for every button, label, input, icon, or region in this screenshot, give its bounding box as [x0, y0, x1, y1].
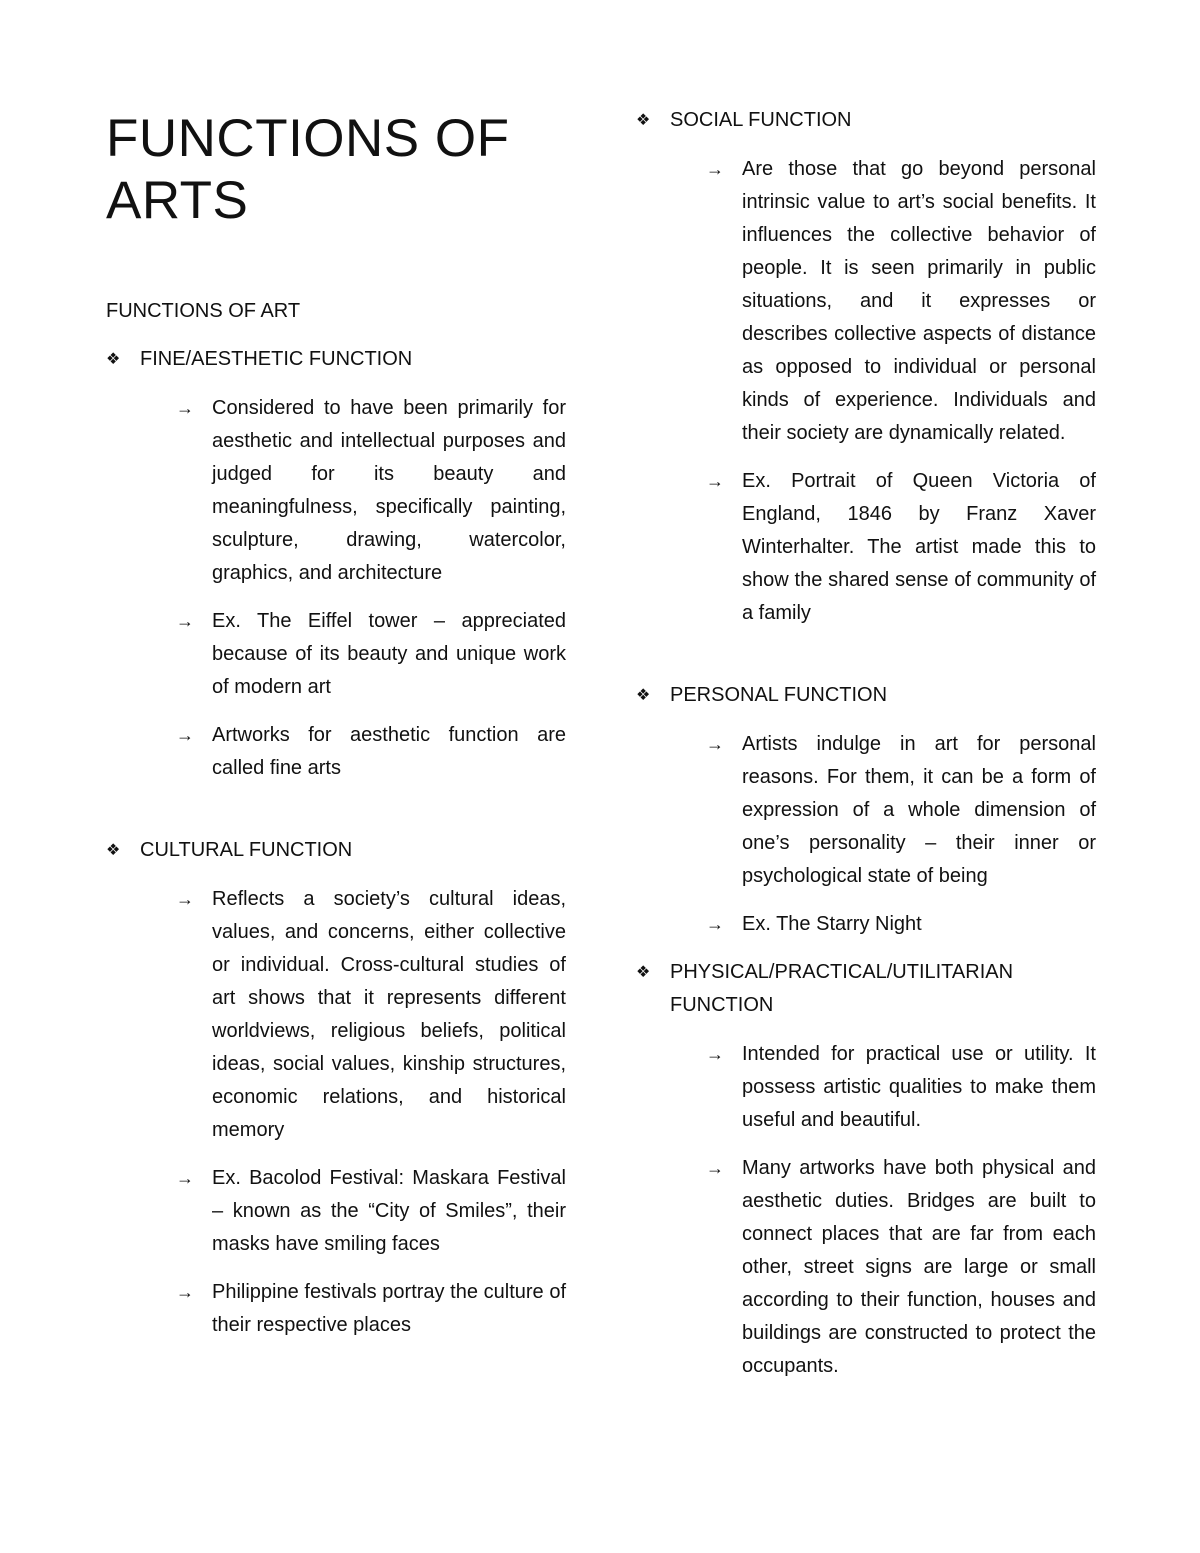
diamond-bullet-icon: ❖: [106, 351, 121, 368]
list-item-text: Intended for practical use or utility. It possess artistic qualities to make them useful and beautiful.: [742, 1043, 1096, 1131]
list-item-text: Ex. The Starry Night: [742, 913, 922, 935]
list-item: [106, 1276, 566, 1342]
list-item: [636, 1152, 1096, 1383]
list-item: [636, 1038, 1096, 1137]
section-heading-text: SOCIAL FUNCTION: [670, 109, 852, 131]
list-item: [636, 153, 1096, 450]
list-item: [106, 605, 566, 704]
arrow-bullet-icon: →: [176, 1168, 194, 1188]
list-item: [106, 719, 566, 785]
section-social: [636, 104, 1096, 645]
section-heading: [636, 679, 1096, 712]
section-heading: [636, 104, 1096, 137]
section-heading: [636, 956, 1036, 1022]
section-heading: [106, 834, 566, 867]
section-cultural: [106, 834, 566, 1357]
bullet-list: [636, 153, 1096, 630]
section-physical: [636, 956, 1036, 1022]
bullet-list: [636, 728, 1096, 941]
arrow-bullet-icon: →: [176, 611, 194, 631]
list-item-text: Are those that go beyond personal intrinsic value to art’s social benefits. It influences the collective behavior of people. It is seen primarily in public situations, and it expresses or describes collective aspects of distance as opposed to individual or personal kinds of experience. Individuals and their society are dynamically related.: [742, 158, 1096, 444]
bullet-list: [106, 883, 566, 1342]
section-fine-aesthetic: [106, 343, 566, 800]
section-heading-text: PHYSICAL/PRACTICAL/UTILITARIAN FUNCTION: [670, 961, 1014, 1016]
section-personal: [636, 679, 1096, 956]
arrow-bullet-icon: →: [176, 1282, 194, 1302]
list-item-text: Artists indulge in art for personal reasons. For them, it can be a form of expression of a whole dimension of one’s personality – their inner or psychological state of being: [742, 733, 1096, 887]
list-item: [106, 392, 566, 590]
diamond-bullet-icon: ❖: [106, 842, 121, 859]
arrow-bullet-icon: →: [706, 914, 724, 934]
arrow-bullet-icon: →: [706, 1158, 724, 1178]
list-item-text: Many artworks have both physical and aesthetic duties. Bridges are built to connect places that are far from each other, street signs are large or small according to their function, houses and buildings are constructed to protect the occupants.: [742, 1157, 1096, 1377]
section-heading-text: CULTURAL FUNCTION: [140, 839, 353, 861]
arrow-bullet-icon: →: [706, 1044, 724, 1064]
list-item-text: Ex. Bacolod Festival: Maskara Festival – known as the “City of Smiles”, their masks have smiling faces: [212, 1167, 566, 1255]
arrow-bullet-icon: →: [706, 734, 724, 754]
arrow-bullet-icon: →: [176, 725, 194, 745]
list-item: [106, 883, 566, 1147]
arrow-bullet-icon: →: [176, 398, 194, 418]
diamond-bullet-icon: ❖: [636, 112, 651, 129]
list-item-text: Ex. The Eiffel tower – appreciated because of its beauty and unique work of modern art: [212, 610, 566, 698]
list-item-text: Artworks for aesthetic function are called fine arts: [212, 724, 566, 779]
diamond-bullet-icon: ❖: [636, 687, 651, 704]
list-item-text: Philippine festivals portray the culture of their respective places: [212, 1281, 566, 1336]
document-title: FUNCTIONS OF ARTS: [106, 109, 510, 230]
list-item-text: Reflects a society’s cultural ideas, values, and concerns, either collective or individual. Cross-cultural studies of art shows that it represents different worldviews, religious beliefs, political ideas, social values, kinship structures, economic relations, and historical memory: [212, 888, 566, 1141]
section-heading-text: PERSONAL FUNCTION: [670, 684, 888, 706]
document-subtitle: FUNCTIONS OF ART: [106, 300, 301, 322]
section-heading: [106, 343, 566, 376]
section-physical-body: [636, 1022, 1096, 1398]
list-item-text: Ex. Portrait of Queen Victoria of England, 1846 by Franz Xaver Winterhalter. The artist made this to show the shared sense of community of a family: [742, 470, 1096, 624]
bullet-list: [636, 1038, 1096, 1383]
bullet-list: [106, 392, 566, 785]
list-item-text: Considered to have been primarily for aesthetic and intellectual purposes and judged for its beauty and meaningfulness, specifically painting, sculpture, drawing, watercolor, graphics, and architecture: [212, 397, 566, 584]
list-item: [636, 465, 1096, 630]
diamond-bullet-icon: ❖: [636, 964, 651, 981]
section-heading-text: FINE/AESTHETIC FUNCTION: [140, 348, 413, 370]
list-item: [636, 908, 1096, 941]
arrow-bullet-icon: →: [176, 889, 194, 909]
arrow-bullet-icon: →: [706, 159, 724, 179]
arrow-bullet-icon: →: [706, 471, 724, 491]
list-item: [106, 1162, 566, 1261]
list-item: [636, 728, 1096, 893]
